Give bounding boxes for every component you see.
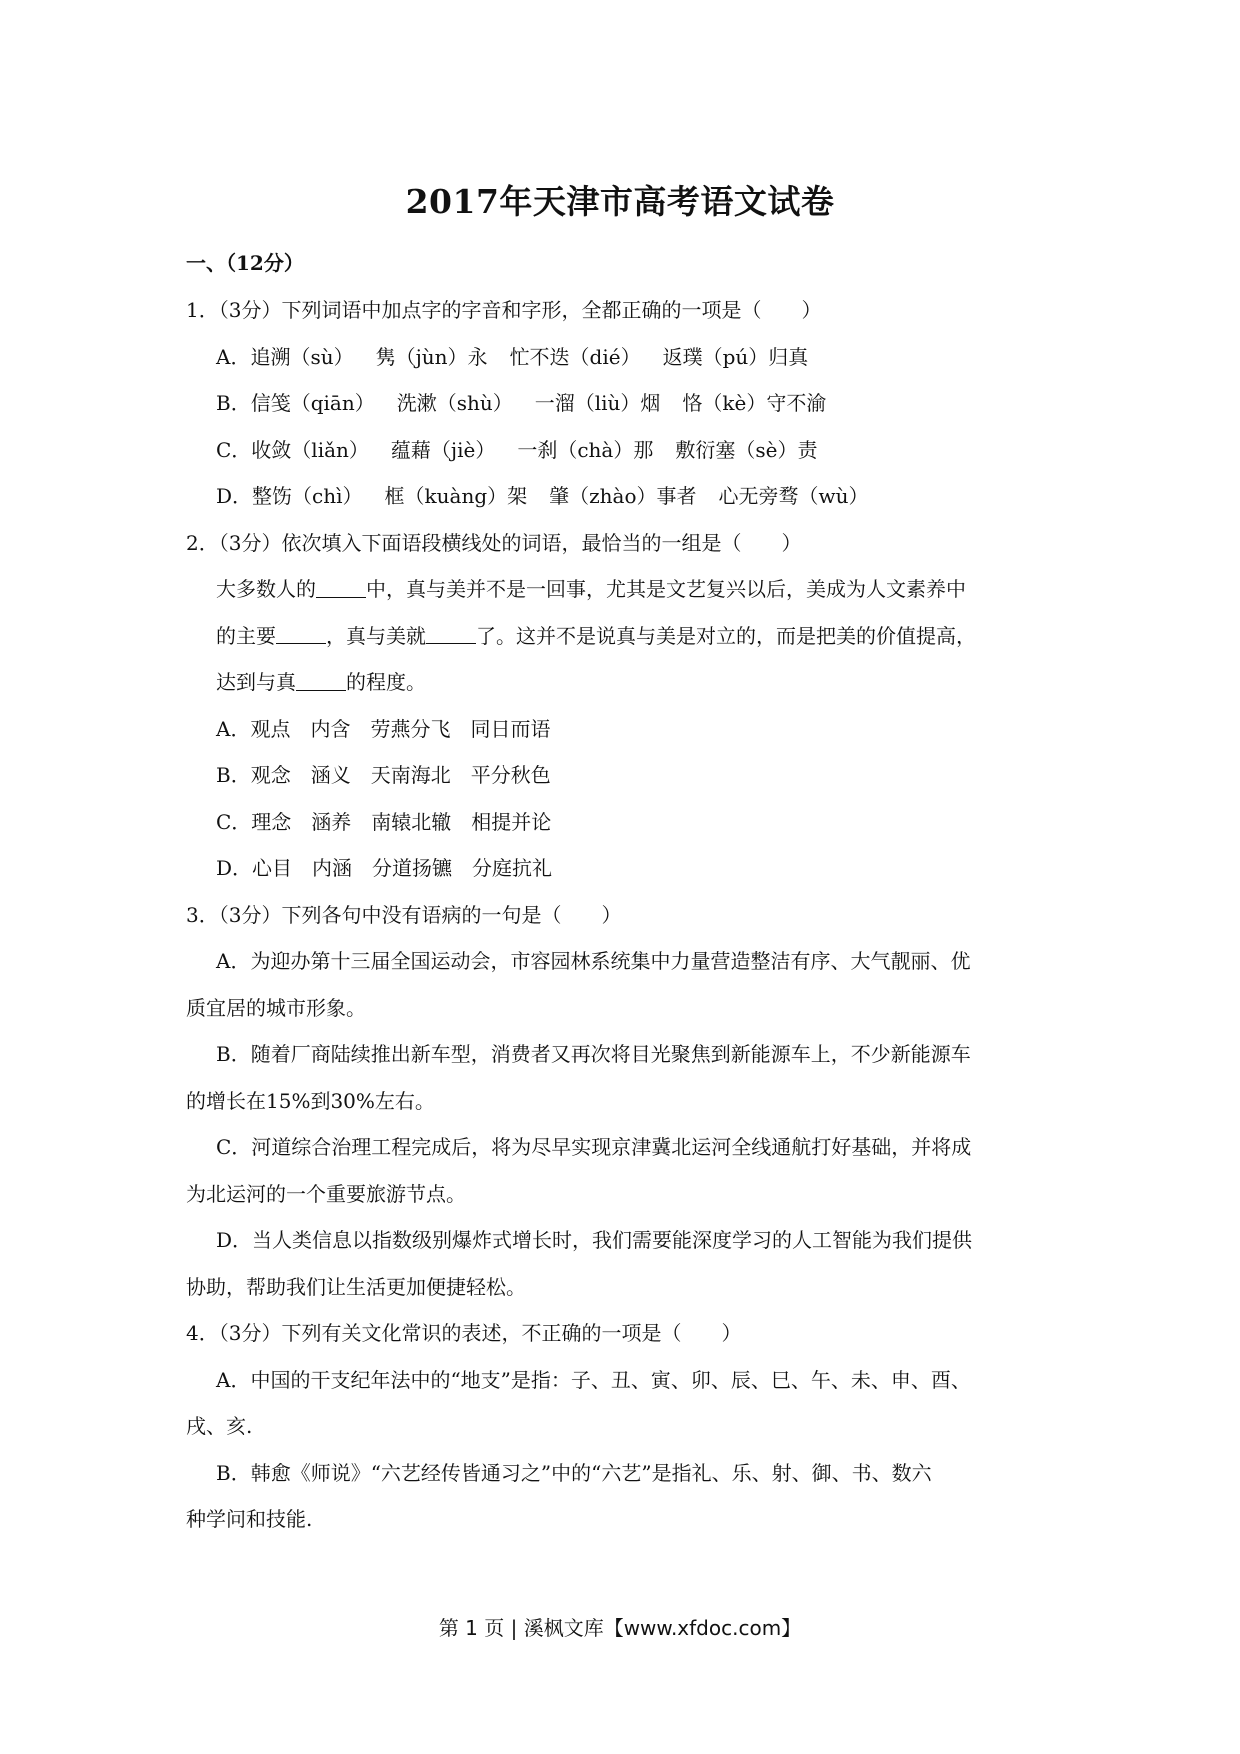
option-term: A．追溯（sù） — [216, 344, 354, 369]
section-heading: 一、（12分） — [186, 251, 304, 275]
passage-text: 中，真与美并不是一回事，尤其是文艺复兴以后，美成为人文素养中 — [366, 577, 966, 601]
option-term: 框（kuàng）架 — [384, 484, 528, 508]
question-2-option-a: A．观点 内含 劳燕分飞 同日而语 — [216, 716, 551, 741]
option-term: 敷衍塞（sè）责 — [675, 437, 818, 462]
question-2-passage-line-3 — [186, 659, 1056, 706]
option-term: 返璞（pú）归真 — [662, 344, 809, 369]
question-2-option-d: D．心目 内涵 分道扬镳 分庭抗礼 — [216, 856, 553, 880]
passage-text: 的程度。 — [346, 670, 426, 694]
question-4-option-b-line-2: 种学问和技能. — [186, 1507, 313, 1531]
question-3-option-b-line-2: 的增长在15%到30%左右。 — [186, 1088, 435, 1113]
question-3-option-b-line-1: B．随着厂商陆续推出新车型，消费者又再次将目光聚焦到新能源车上，不少新能源车 — [216, 1042, 971, 1066]
question-4-option-b-line-1: B．韩愈《师说》“六艺经传皆通习之”中的“六艺”是指礼、乐、射、御、书、数六 — [216, 1460, 932, 1485]
question-1-option-b — [186, 380, 1056, 427]
question-3-option-a-line-2: 质宜居的城市形象。 — [186, 995, 366, 1020]
question-4-stem: 4．（3分）下列有关文化常识的表述，不正确的一项是（ ） — [186, 1321, 742, 1345]
option-term: 一溜（liù）烟 — [534, 391, 661, 415]
question-1-option-c — [186, 427, 1056, 474]
option-term: B．信笺（qiān） — [216, 391, 375, 415]
question-3-option-c-line-1: C．河道综合治理工程完成后，将为尽早实现京津冀北运河全线通航打好基础，并将成 — [216, 1135, 972, 1159]
passage-text: 的主要 — [216, 623, 276, 648]
question-1-option-a — [186, 334, 1056, 381]
option-term: D．整饬（chì） — [216, 484, 363, 508]
passage-text: ，真与美就 — [326, 623, 426, 648]
passage-text: 了。这并不是说真与美是对立的，而是把美的价值提高， — [476, 623, 976, 648]
question-2-stem: 2．（3分）依次填入下面语段横线处的词语，最恰当的一组是（ ） — [186, 530, 802, 555]
passage-text: 达到与真 — [216, 670, 296, 694]
option-term: 恪（kè）守不渝 — [682, 391, 827, 415]
question-1-stem: 1．（3分）下列词语中加点字的字音和字形，全都正确的一项是（ ） — [186, 298, 822, 322]
option-term: 肇（zhào）事者 — [549, 484, 697, 508]
question-2-option-b: B．观念 涵义 天南海北 平分秋色 — [216, 763, 551, 787]
option-term: 心无旁骛（wù） — [718, 484, 869, 508]
option-term: C．收敛（liǎn） — [216, 437, 369, 462]
document-title: 2017年天津市高考语文试卷 — [405, 182, 835, 221]
fill-blank — [276, 642, 326, 644]
question-2-passage-line-2 — [186, 613, 1056, 660]
page-footer: 第 1 页 | 溪枫文库【www.xfdoc.com】 — [438, 1616, 802, 1640]
option-term: 一刹（chà）那 — [517, 437, 654, 462]
option-term: 隽（jùn）永 — [375, 344, 488, 369]
question-3-option-d-line-1: D．当人类信息以指数级别爆炸式增长时，我们需要能深度学习的人工智能为我们提供 — [216, 1228, 973, 1252]
fill-blank — [426, 642, 476, 644]
option-term: 洗漱（shù） — [396, 391, 513, 415]
question-1-option-d — [186, 473, 1056, 520]
fill-blank — [316, 596, 366, 598]
document-body — [186, 287, 1056, 1543]
passage-text: 大多数人的 — [216, 577, 316, 601]
question-2-passage-line-1 — [186, 566, 1056, 613]
question-4-option-a-line-2: 戌、亥. — [186, 1414, 253, 1438]
option-term: 蕴藉（jiè） — [390, 437, 496, 462]
question-4-option-a-line-1: A．中国的干支纪年法中的“地支”是指：子、丑、寅、卯、辰、巳、午、未、申、酉、 — [216, 1367, 971, 1392]
question-3-stem: 3．（3分）下列各句中没有语病的一句是（ ） — [186, 902, 622, 927]
question-2-option-c: C．理念 涵养 南辕北辙 相提并论 — [216, 809, 552, 834]
fill-blank — [296, 689, 346, 691]
question-3-option-a-line-1: A．为迎办第十三届全国运动会，市容园林系统集中力量营造整洁有序、大气靓丽、优 — [216, 949, 971, 973]
question-3-option-c-line-2: 为北运河的一个重要旅游节点。 — [186, 1181, 466, 1206]
question-3-option-d-line-2: 协助，帮助我们让生活更加便捷轻松。 — [186, 1274, 526, 1299]
option-term: 忙不迭（dié） — [509, 344, 641, 369]
